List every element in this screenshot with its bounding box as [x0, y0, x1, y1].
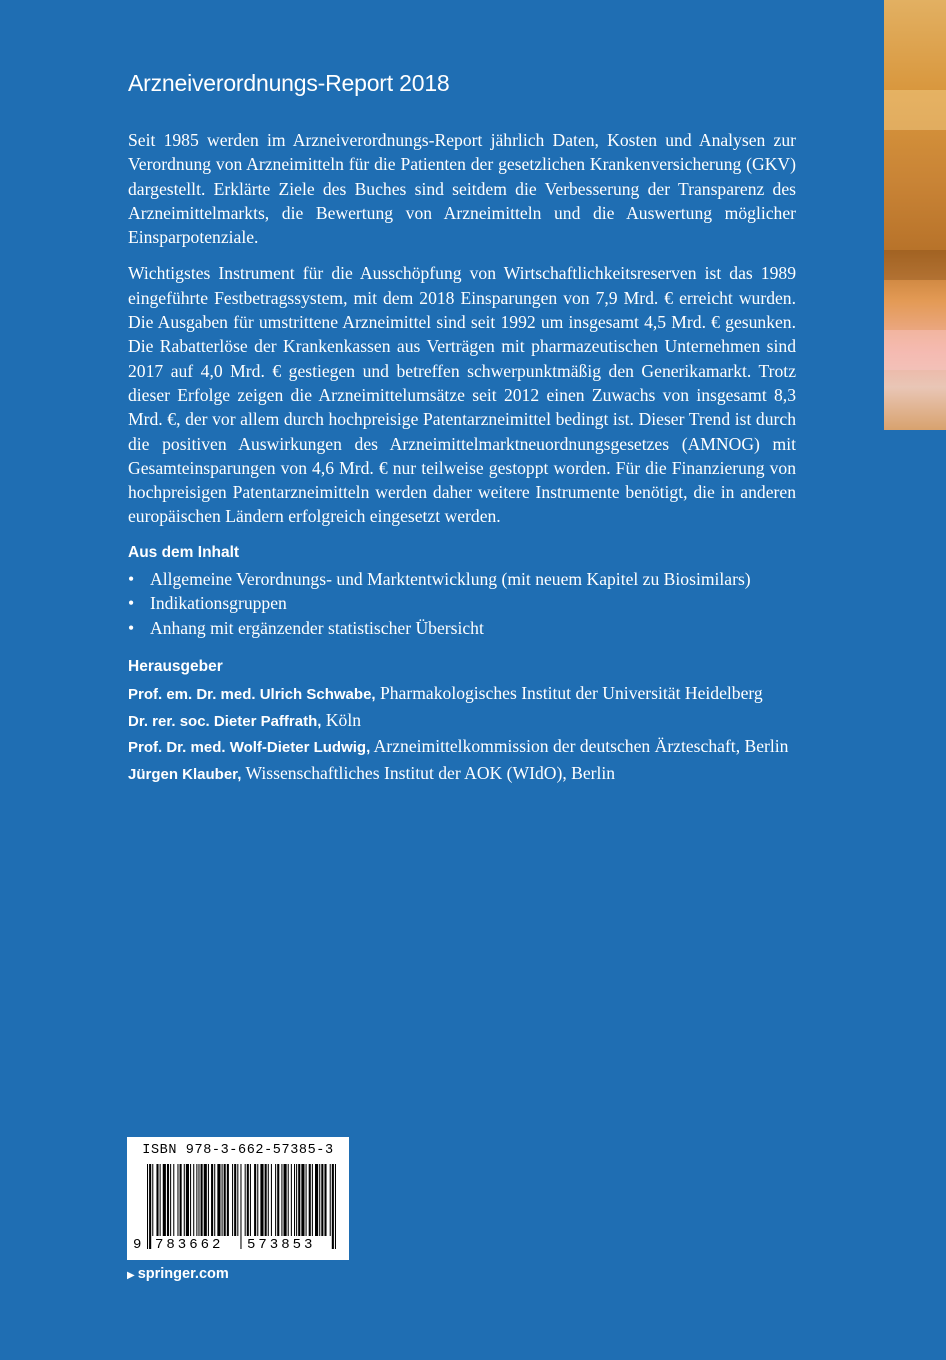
- barcode-bar: [265, 1164, 267, 1236]
- barcode-bar: [217, 1164, 220, 1236]
- barcode-bar: [250, 1164, 251, 1236]
- barcode-bar: [309, 1164, 311, 1236]
- barcode-bar: [260, 1164, 263, 1236]
- barcode-bar: [193, 1164, 194, 1236]
- list-item: • Indikationsgruppen: [128, 591, 796, 616]
- barcode-bar: [247, 1164, 249, 1236]
- barcode-bar: [291, 1164, 292, 1236]
- barcode-bar: [268, 1164, 269, 1236]
- barcode-bar: [184, 1164, 185, 1236]
- barcode-bar: [232, 1164, 233, 1236]
- barcode-bar: [321, 1164, 323, 1236]
- barcode-bar: [319, 1164, 320, 1236]
- barcode-bar: [156, 1164, 158, 1236]
- barcode-bar: [275, 1164, 276, 1236]
- bullet-icon: •: [128, 593, 135, 614]
- barcode-bar: [177, 1164, 178, 1236]
- contents-list: [128, 567, 796, 641]
- barcode-bar: [324, 1164, 326, 1236]
- ean-right-group: 573853: [247, 1237, 316, 1253]
- barcode-bar: [312, 1164, 313, 1236]
- barcode-bar: [330, 1164, 331, 1236]
- barcode-bar: [149, 1164, 151, 1249]
- barcode-bar: [294, 1164, 295, 1236]
- barcode-bar: [211, 1164, 213, 1236]
- editors-heading: Herausgeber: [128, 658, 223, 676]
- editor-entry: Prof. Dr. med. Wolf-Dieter Ludwig, Arzneimittelkommission der deutschen Ärzteschaft, Berlin: [128, 736, 789, 757]
- barcode-bar: [196, 1164, 197, 1236]
- ean-left-group: 783662: [155, 1237, 224, 1253]
- contents-heading: Aus dem Inhalt: [128, 543, 240, 561]
- barcode-bar: [257, 1164, 258, 1236]
- barcode-bar: [147, 1164, 148, 1249]
- editor-entry: Dr. rer. soc. Dieter Paffrath, Köln: [128, 709, 362, 730]
- barcode-bar: [298, 1164, 300, 1236]
- arrow-right-icon: ▶: [127, 1270, 135, 1281]
- barcode-bar: [281, 1164, 282, 1236]
- bullet-icon: •: [128, 568, 135, 589]
- barcode-bar: [170, 1164, 171, 1236]
- barcode-bar: [152, 1164, 153, 1236]
- barcode-bar: [201, 1164, 203, 1236]
- barcode-bar: [234, 1164, 236, 1236]
- barcode-bar: [296, 1164, 297, 1236]
- editors-section: [128, 658, 796, 787]
- barcode-bar: [198, 1164, 199, 1236]
- barcode-bar: [284, 1164, 287, 1236]
- details-paragraph: Wichtigstes Instrument für die Ausschöpfung von Wirtschaftlichkeitsreserven ist das 1989 eingeführte Festbetragssystem, mit dem 2018 Einsparungen von 7,9 Mrd. € erreicht wurden. Die Ausgaben für umstrittene Arzneimittel sind seit 1992 um insgesamt 4,5 Mrd. € gesunken. Die Rabatterlöse der Krankenkassen aus Verträgen mit pharmazeutischen Unternehmen sind 2017 auf 4,0 Mrd. € gestiegen und betreffen schwerpunktmäßig den Generikamarkt. Trotz dieser Erfolge zeigen die Arzneimittelumsätze seit 2012 einen Zuwachs von insgesamt 8,3 Mrd. €, der vor allem durch hochpreisige Patentarzneimittel bedingt ist. Dieser Trend ist durch die positiven Auswirkungen des Arzneimittelmarktneuordnungsgesetzes (AMNOG) mit Gesamteinsparungen von 4,6 Mrd. € nur teilweise gestoppt worden. Für die Finanzierung von hochpreisigen Patentarzneimitteln werden daher weitere Instrumente benötigt, die in anderen europäischen Ländern erfolgreich eingesetzt werden.: [128, 263, 796, 527]
- barcode-bar: [173, 1164, 174, 1236]
- barcode-bar: [240, 1164, 241, 1249]
- barcode-bar: [224, 1164, 226, 1236]
- barcode-bar: [186, 1164, 189, 1236]
- list-item: • Allgemeine Verordnungs- und Marktentwicklung (mit neuem Kapitel zu Biosimilars): [128, 567, 796, 592]
- barcode-bar: [254, 1164, 256, 1236]
- barcode-bar: [277, 1164, 279, 1236]
- barcode-bar: [214, 1164, 215, 1236]
- ean-first-digit: 9: [133, 1237, 142, 1253]
- cover-photo-strip: [884, 0, 946, 430]
- bullet-icon: •: [128, 617, 135, 638]
- barcode-bar: [190, 1164, 191, 1236]
- publisher-link[interactable]: ▶ springer.com: [127, 1266, 229, 1282]
- barcode-bar: [237, 1164, 238, 1236]
- book-title: Arzneiverordnungs-Report 2018: [128, 70, 450, 96]
- barcode-bar: [163, 1164, 166, 1236]
- barcode-bar: [245, 1164, 246, 1236]
- barcode-bar: [332, 1164, 334, 1249]
- editor-entry: Prof. em. Dr. med. Ulrich Schwabe, Pharmakologisches Institut der Universität Heidelberg: [128, 683, 763, 704]
- editor-entry: Jürgen Klauber, Wissenschaftliches Institut der AOK (WIdO), Berlin: [128, 762, 616, 783]
- isbn-label: ISBN 978-3-662-57385-3: [142, 1143, 334, 1158]
- barcode-bar: [222, 1164, 223, 1236]
- barcode-bar: [208, 1164, 209, 1236]
- back-cover-text: [128, 70, 796, 787]
- isbn-barcode: [127, 1137, 349, 1260]
- barcode-bar: [306, 1164, 307, 1236]
- barcode-bar: [315, 1164, 318, 1236]
- barcode-bar: [271, 1164, 272, 1236]
- barcode-bar: [160, 1164, 161, 1236]
- list-item: • Anhang mit ergänzender statistischer Übersicht: [128, 616, 796, 641]
- intro-paragraph: Seit 1985 werden im Arzneiverordnungs-Report jährlich Daten, Kosten und Analysen zur Verordnung von Arzneimitteln für die Patienten der gesetzlichen Krankenversicherung (GKV) dargestellt. Erklärte Ziele des Buches sind seitdem die Verbesserung der Transparenz des Arzneimittelmarkts, die Bewertung von Arzneimitteln und die Auswertung möglicher Einsparpotenziale.: [128, 130, 796, 248]
- barcode-bar: [288, 1164, 289, 1236]
- barcode-bar: [204, 1164, 207, 1236]
- barcode-bar: [167, 1164, 169, 1236]
- barcode-bar: [180, 1164, 182, 1236]
- barcode-bar: [227, 1164, 229, 1236]
- barcode-bar: [301, 1164, 304, 1236]
- barcode-bar: [335, 1164, 336, 1249]
